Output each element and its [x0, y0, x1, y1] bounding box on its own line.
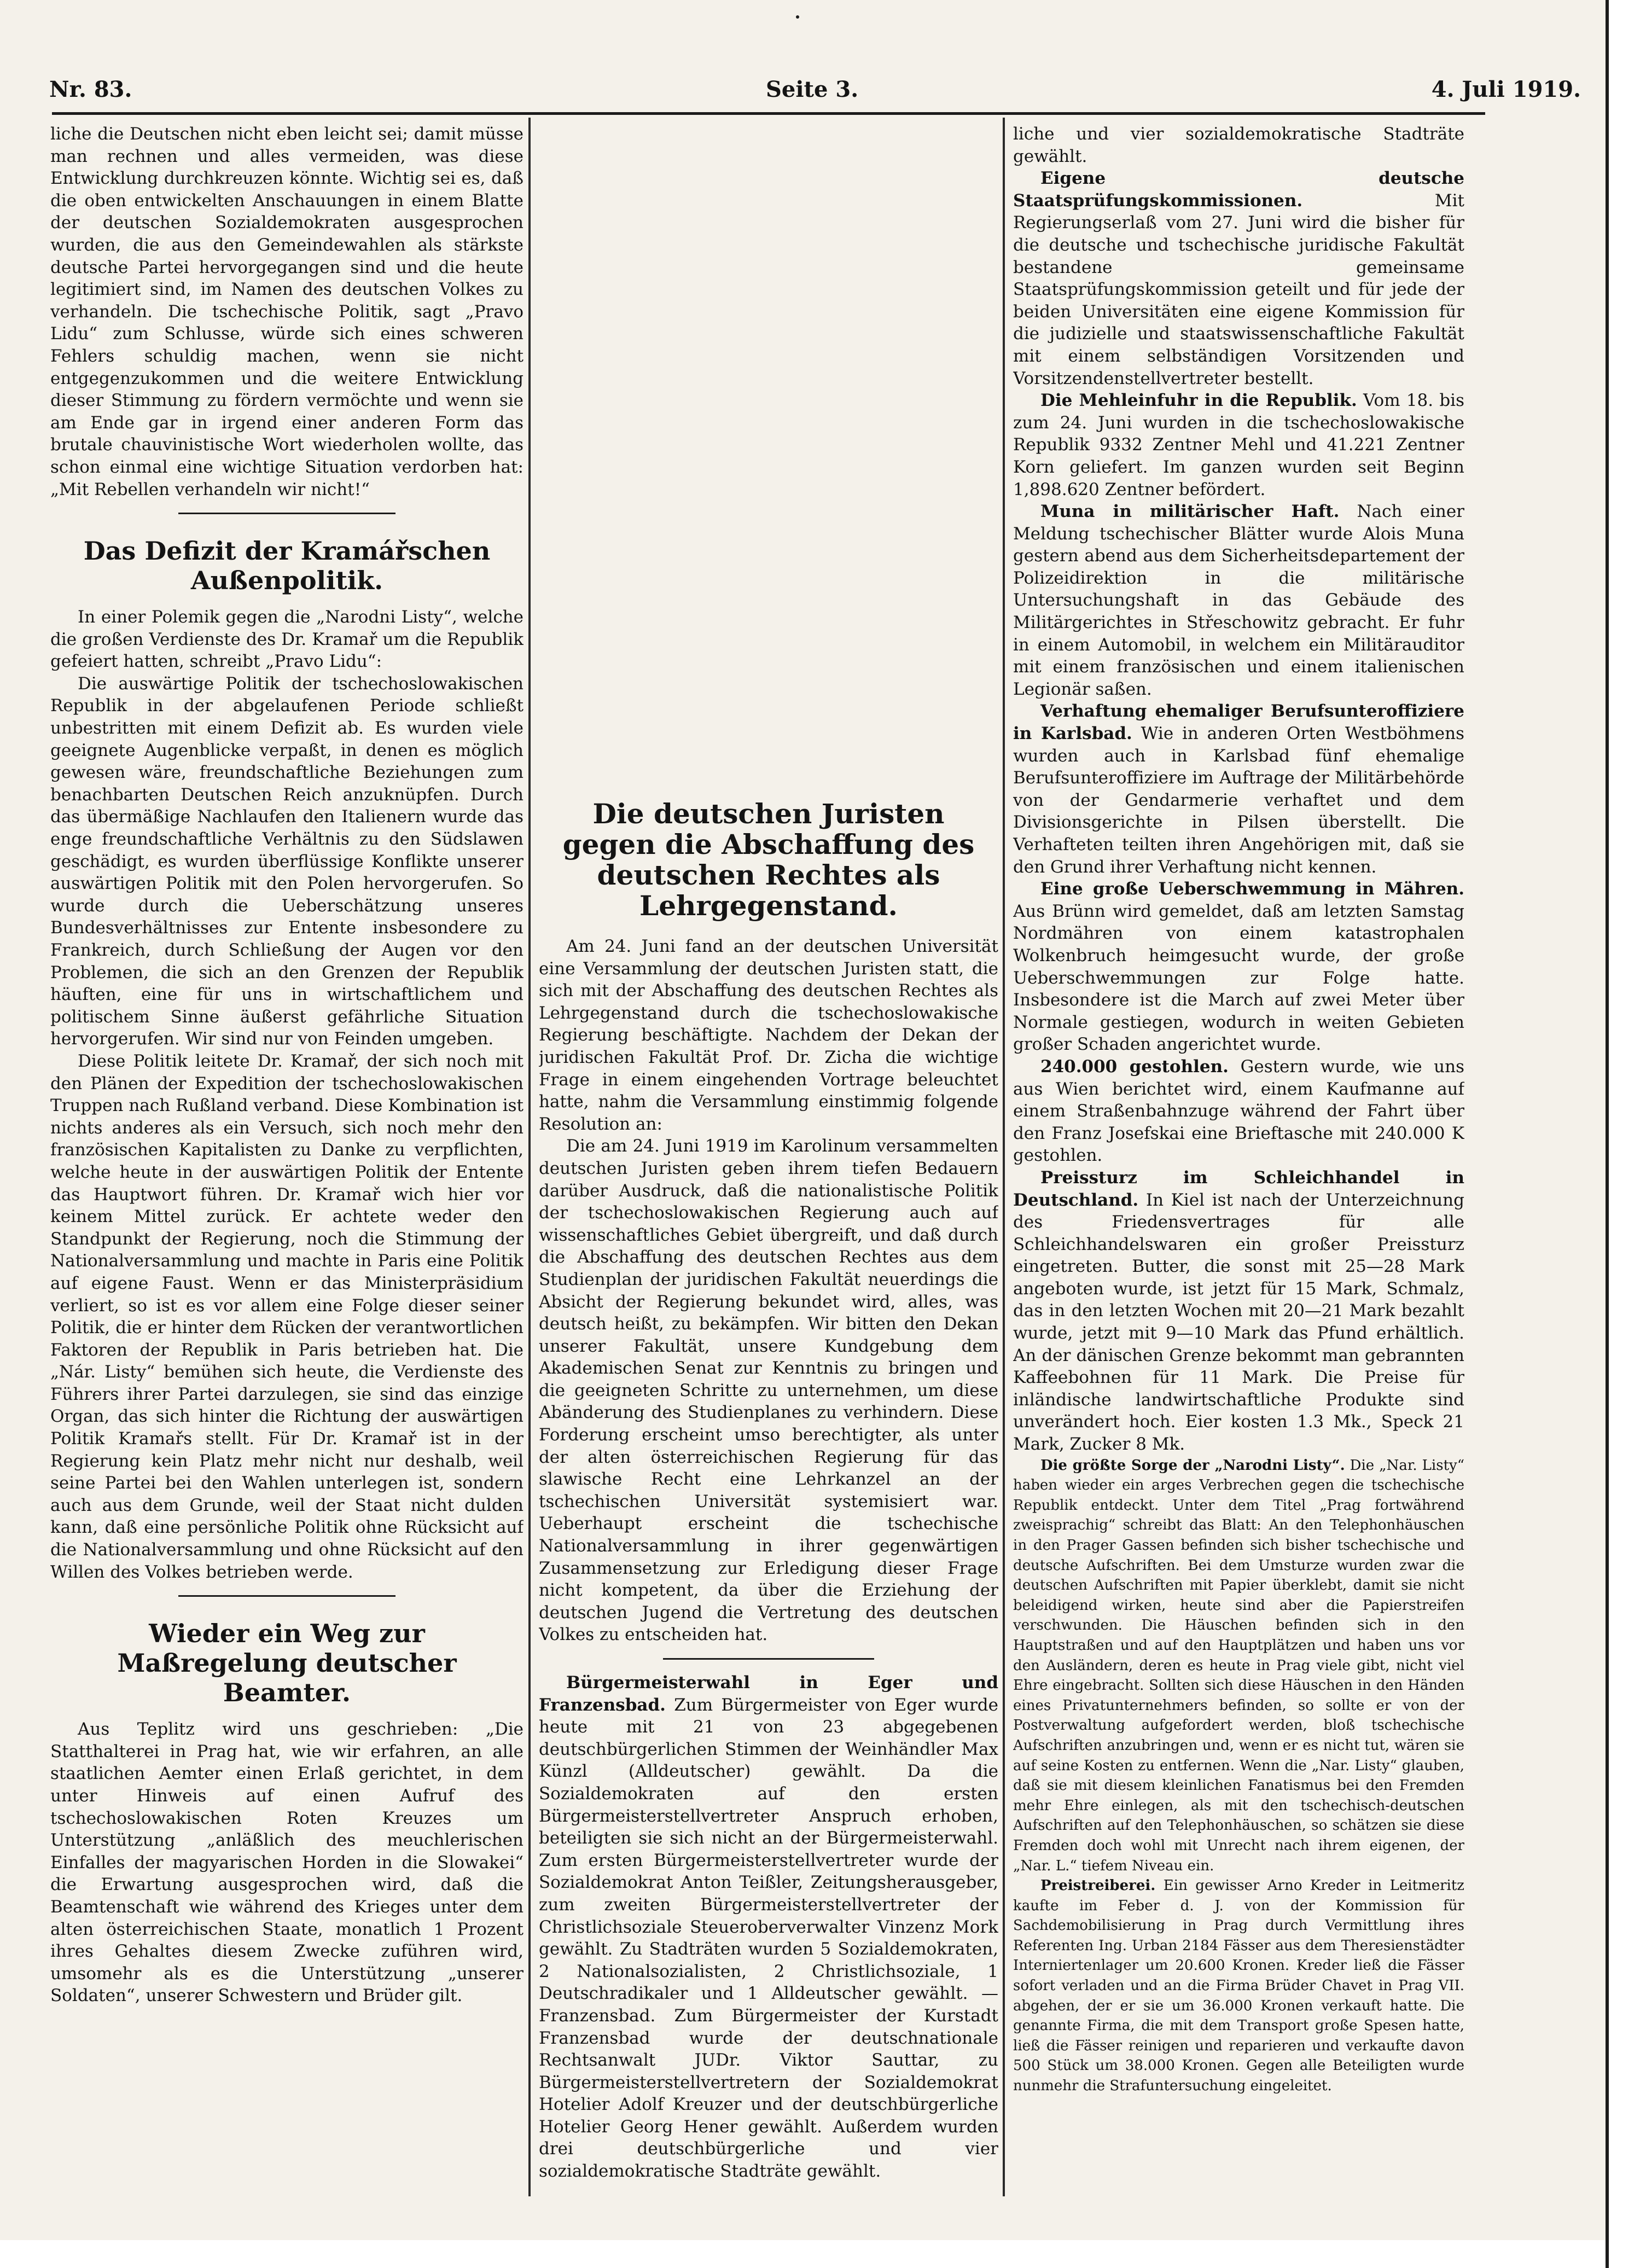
scan-speck [796, 15, 799, 19]
continued-paragraph: liche die Deutschen nicht eben leicht sei; damit müsse man rechnen und alles vermeiden, was diese Entwicklung durchkreuzen könnte. Wichtig sei es, daß die oben entwickelten Anschauungen in einem Blatte der deutschen Sozialdemokraten ausgesprochen wurden, die aus den Gemeindewahlen als stärkste deutsche Partei hervorgegangen sind und die heute legitimiert sind, im Namen des deutschen Volkes zu verhandeln. Die tschechische Politik, sagt „Pravo Lidu“ zum Schlusse, würde sich eines schweren Fehlers schuldig machen, wenn sie nicht entgegenzukommen und die weitere Entwicklung dieser Stimmung zu fördern vermöchte und wenn sie am Ende gar in irgend einer anderen Form das brutale chauvinistische Wort wiederholen wollte, das schon einmal eine wichtige Situation verdorben hat: „Mit Rebellen verhandeln wir nicht!“ [50, 124, 524, 499]
news-item [1013, 1167, 1464, 1456]
column-2 [539, 799, 998, 2199]
news-item-title: Eine große Ueberschwemmung in Mähren. [1040, 879, 1464, 899]
continued-paragraph: liche und vier sozialdemokratische Stadträte gewählt. [1013, 124, 1464, 166]
page-number: Seite 3. [766, 77, 859, 102]
news-item-title: Preistreiberei. [1040, 1877, 1156, 1894]
news-item-title: Die größte Sorge der „Narodni Listy“. [1040, 1457, 1345, 1474]
article-headline: Das Defizit der Kramářschen Außenpolitik. [83, 536, 491, 596]
news-item [1013, 700, 1464, 878]
news-item-text: Aus Brünn wird gemeldet, daß am letzten Samstag Nordmähren von einem katastrophalen Wolkenbruch heimgesucht wurde, der große Ueberschwemmungen zur Folge hatte. Insbesondere ist die March auf zwei Meter über Normale gestiegen, wodurch in weiten Gebieten großer Schaden angerichtet wurde. [1013, 901, 1464, 1055]
article-paragraph: Die auswärtige Politik der tschechoslowakischen Republik in der abgelaufenen Periode schließt unbestritten mit einem Defizit ab. Es wurden viele geeignete Augenblicke verpaßt, in denen es möglich gewesen wäre, freundschaftliche Beziehungen zum benachbarten Deutschen Reich anzuknüpfen. Durch das übermäßige Nachlaufen den Italienern wurde das enge freundschaftliche Verhältnis zu den Südslawen geschädigt, es wurden überflüssige Konflikte unserer auswärtigen Politik mit den Polen hervorgerufen. So wurde durch die Ueberschätzung unseres Bundesverhältnisses zur Entente insbesondere zu Frankreich, durch Schließung der Augen vor den Problemen, die sich an den Grenzen der Republik häuften, eine für uns in wirtschaftlichem und politischem Sinne äußerst gefährliche Situation hervorgerufen. Wir sind nur von Feinden umgeben. [50, 673, 524, 1049]
divider [178, 1595, 396, 1597]
news-item [1013, 1456, 1464, 1876]
scan-border-right [1606, 0, 1646, 2268]
header-rule [52, 112, 1485, 115]
issue-number: Nr. 83. [49, 77, 132, 102]
news-item [1013, 1876, 1464, 2096]
article-headline: Wieder ein Weg zur Maßregelung deutscher Beamter. [117, 1619, 457, 1708]
article-paragraph: Diese Politik leitete Dr. Kramař, der sich noch mit den Plänen der Expedition der tschechoslowakischen Truppen nach Rußland verband. Diese Kombination ist nichts anderes als ein Versuch, sich noch mehr den französischen Kapitalisten zu Danke zu verpflichten, welche heute in der auswärtigen Politik der Entente das Hauptwort führen. Dr. Kramař wich hier vor keinem Mittel zurück. Er achtete weder den Standpunkt der Regierung, noch die Stimmung der Nationalversammlung und machte in Paris eine Politik auf eigene Faust. Wenn er das Ministerpräsidium verliert, so ist es vor allem eine Folge dieser seiner Politik, die er hinter dem Rücken der verantwortlichen Faktoren der Republik in Paris betrieben hat. Die „Nár. Listy“ bemühen sich heute, die Verdienste des Führers ihrer Partei darzulegen, sie sind das einzige Organ, das sich hinter die Richtung der auswärtigen Politik Kramařs stellt. Für Dr. Kramař ist in der Regierung kein Platz mehr nicht nur deshalb, weil seine Partei bei den Wahlen unterlegen ist, sondern auch aus dem Grunde, weil der Staat nicht dulden kann, daß eine persönliche Politik ohne Rücksicht auf die Nationalversammlung und ohne Rücksicht auf den Willen des Volkes betrieben werde. [50, 1051, 524, 1582]
column-1 [50, 123, 524, 2202]
news-item [1013, 501, 1464, 700]
news-item-text: Ein gewisser Arno Kreder in Leitmeritz kaufte im Feber d. J. von der Kommission für Sachdemobilisierung in Prag durch Vermittlung ihres Referenten Ing. Urban 2184 Fässer aus dem Theresienstädter Interniertenlager um 20.600 Kronen. Kreder ließ die Fässer sofort verladen und an die Firma Brüder Chavet in Prag VII. abgehen, der er sie um 36.000 Kronen verkauft hatte. Die genannte Firma, die mit dem Transport große Spesen hatte, ließ die Fässer reinigen und reparieren und verkaufte davon 500 Stück um 38.000 Kronen. Gegen alle Beteiligten wurde nunmehr die Strafuntersuchung eingeleitet. [1013, 1877, 1464, 2095]
scan-border-bottom [0, 2240, 1606, 2268]
article-paragraph: In einer Polemik gegen die „Narodni Listy“, welche die großen Verdienste des Dr. Kramař um die Republik gefeiert hatten, schreibt „Pravo Lidu“: [50, 607, 524, 672]
divider [663, 1658, 874, 1660]
news-item-title: Verhaftung ehemaliger Berufsunteroffiziere in Karlsbad. [1013, 701, 1464, 744]
column-3 [1013, 123, 1464, 2202]
article-paragraph: Aus Teplitz wird uns geschrieben: „Die Statthalterei in Prag hat, wie wir erfahren, an alle staatlichen Aemter einen Erlaß gerichtet, in dem unter Hinweis auf einen Aufruf des tschechoslowakischen Roten Kreuzes um Unterstützung „anläßlich des meuchlerischen Einfalles der magyarischen Horden in die Slowakei“ die Erwartung ausgesprochen wird, daß die Beamtenschaft wie während des Krieges unter dem alten österreichischen Staate, monatlich 1 Prozent ihres Gehaltes diesem Zwecke zuführen wird, umsomehr als es die Unterstützung „unserer Soldaten“, unserer Schwestern und Brüder gilt. [50, 1719, 524, 2006]
news-item [1013, 389, 1464, 501]
news-item-title: Bürgermeisterwahl in Eger und Franzensbad. [539, 1673, 998, 1715]
news-item-text: In Kiel ist nach der Unterzeichnung des Friedensvertrages für alle Schleichhandelswaren ein großer Preissturz eingetreten. Butter, die sonst mit 25—28 Mark angeboten wurde, ist jetzt für 15 Mark, Schmalz, das in den letzten Wochen mit 20—21 Mark bezahlt wurde, jetzt mit 9—10 Mark das Pfund erhältlich. An der dänischen Grenze bekommt man gebrannten Kaffeebohnen für 11 Mark. Die Preise für inländische landwirtschaftliche Produkte sind unverändert hoch. Eier kosten 1.3 Mk., Speck 21 Mark, Zucker 8 Mk. [1013, 1190, 1464, 1455]
news-item-text: Zum Bürgermeister von Eger wurde heute mit 21 von 23 abgegebenen deutschbürgerlichen Stimmen der Weinhändler Max Künzl (Alldeutscher) gewählt. Da die Sozialdemokraten auf den ersten Bürgermeisterstellvertreter Anspruch erhoben, beteiligten sie sich nicht an der Bürgermeisterwahl. Zum ersten Bürgermeisterstellvertreter wurde der Sozialdemokrat Anton Teißler, Zeitungsherausgeber, zum zweiten Bürgermeisterstellvertreter der Christlichsoziale Steueroberverwalter Vinzenz Mork gewählt. Zu Stadträten wurden 5 Sozialdemokraten, 2 Nationalsozialisten, 2 Christlichsoziale, 1 Deutschradikaler und 1 Alldeutscher gewählt. — Franzensbad. Zum Bürgermeister der Kurstadt Franzensbad wurde der deutschnationale Rechtsanwalt JUDr. Viktor Sauttar, zu Bürgermeisterstellvertretern der Sozialdemokrat Hotelier Adolf Kreuzer und der deutschbürgerliche Hotelier Georg Hener gewählt. Außerdem wurden drei deutschbürgerliche und vier sozialdemokratische Stadträte gewählt. [539, 1695, 998, 2182]
news-item-text: Die „Nar. Listy“ haben wieder ein arges Verbrechen gegen die tschechische Republik entdeckt. Unter dem Titel „Prag fortwährend zweisprachig“ schreibt das Blatt: An den Telephonhäuschen in den Prager Gassen befinden sich bisher tschechische und deutsche Aufschriften. Bei dem Umsturze wurden zwar die deutschen Aufschriften mit Papier überklebt, damit sie nicht beleidigend wirken, heute sind aber die Papierstreifen verschwunden. Die Häuschen befinden sich in den Hauptstraßen und auf den Hauptplätzen und haben uns vor den Ausländern, deren es heute in Prag viele gibt, nicht viel Ehre eingebracht. Sollten sich diese Häuschen in den Händen eines Privatunternehmers befinden, so sollte er von der Postverwaltung aufgefordert werden, bloß tschechische Aufschriften anzubringen und, wenn er es nicht tut, wären sie auf seine Kosten zu entfernen. Wenn die „Nar. Listy“ glauben, daß sie mit diesem kleinlichen Fanatismus bei den Fremden mehr Ehre einlegen, als mit den tschechisch-deutschen Aufschriften auf den Telephonhäuschen, so schätzen sie diese Fremden doch wohl mit Unrecht nach ihrem eigenen, der „Nar. L.“ tiefem Niveau ein. [1013, 1457, 1464, 1874]
issue-date: 4. Juli 1919. [1431, 77, 1581, 102]
article-headline: Die deutschen Juristen gegen die Abschaffung des deutschen Rechtes als Lehrgegenstand. [562, 799, 975, 922]
news-item [1013, 878, 1464, 1056]
news-item [1013, 1056, 1464, 1167]
news-item-title: Eigene deutsche Staatsprüfungskommissionen. [1013, 168, 1464, 211]
news-item-title: Muna in militärischer Haft. [1040, 502, 1340, 522]
news-item-text: Mit Regierungserlaß vom 27. Juni wird die bisher für die deutsche und tschechische juridische Fakultät bestandene gemeinsame Staatsprüfungskommission geteilt und für jede der beiden Universitäten eine eigene Kommission für die judizielle und staatswissenschaftliche Fakultät mit einem selbständigen Vorsitzenden und Vorsitzendenstellvertreter bestellt. [1013, 190, 1464, 388]
column-divider-2 [1003, 118, 1005, 2196]
article-paragraph: Am 24. Juni fand an der deutschen Universität eine Versammlung der deutschen Juristen statt, die sich mit der Abschaffung des deutschen Rechtes als Lehrgegenstand durch die tschechoslowakische Regierung beschäftigte. Nachdem der Dekan der juridischen Fakultät Prof. Dr. Zicha die wichtige Frage in einem eingehenden Vortrage beleuchtet hatte, nahm die Versammlung einstimmig folgende Resolution an: [539, 937, 998, 1134]
news-item-text: Gestern wurde, wie uns aus Wien berichtet wird, einem Kaufmanne auf einem Straßenbahnzuge während der Fahrt über den Franz Josefskai eine Brieftasche mit 240.000 K gestohlen. [1013, 1056, 1464, 1166]
news-item-title: Preissturz im Schleichhandel in Deutschland. [1013, 1167, 1464, 1210]
news-item-title: Die Mehleinfuhr in die Republik. [1040, 391, 1357, 411]
article-paragraph: Die am 24. Juni 1919 im Karolinum versammelten deutschen Juristen geben ihrem tiefen Bedauern darüber Ausdruck, daß die nationalistische Politik der tschechoslowakischen Regierung auch auf wissenschaftliches Gebiet übergreift, und daß durch die Abschaffung des deutschen Rechtes aus dem Studienplan der juridischen Fakultät neuerdings die Absicht der Regierung bekundet wird, alles, was deutsch heißt, zu bekämpfen. Wir bitten den Dekan unserer Fakultät, unsere Kundgebung dem Akademischen Senat zur Kenntnis zu bringen und die geeigneten Schritte zu unternehmen, um diese Abänderung des Studienplanes zu verhindern. Diese Forderung erscheint umso berechtigter, als unter der alten österreichischen Regierung für das slawische Recht eine Lehrkanzel an der tschechischen Universität systemisiert war. Ueberhaupt erscheint die tschechische Nationalversammlung in ihrer gegenwärtigen Zusammensetzung zur Erledigung dieser Frage nicht kompetent, da über die Erziehung der deutschen Jugend die Vertretung des deutschen Volkes zu entscheiden hat. [539, 1136, 998, 1645]
news-item [1013, 167, 1464, 389]
news-item-text: Nach einer Meldung tschechischer Blätter wurde Alois Muna gestern abend aus dem Sicherheitsdepartement der Polizeidirektion in die militärische Untersuchungshaft in das Gebäude des Militärgerichtes in Střeschowitz gebracht. Er fuhr in einem Automobil, in welchem ein Militärauditor mit einem französischen und einem italienischen Legionär saßen. [1013, 502, 1464, 699]
news-item-text: Vom 18. bis zum 24. Juni wurden in die tschechoslowakische Republik 9332 Zentner Mehl und 41.221 Zentner Korn geliefert. Im ganzen wurden seit Beginn 1,898.620 Zentner befördert. [1013, 391, 1464, 499]
news-item-title: 240.000 gestohlen. [1040, 1056, 1229, 1077]
news-item [539, 1672, 998, 2183]
page-header [49, 77, 1592, 109]
column-divider-1 [528, 118, 531, 2196]
divider [178, 513, 396, 514]
news-item-text: Wie in anderen Orten Westböhmens wurden auch in Karlsbad fünf ehemalige Berufsunteroffiziere im Auftrage der Militärbehörde von der Gendarmerie verhaftet und dem Divisionsgerichte in Pilsen überstellt. Die Verhafteten teilten ihren Angehörigen mit, daß sie den Grund ihrer Verhaftung nicht kennen. [1013, 724, 1464, 877]
